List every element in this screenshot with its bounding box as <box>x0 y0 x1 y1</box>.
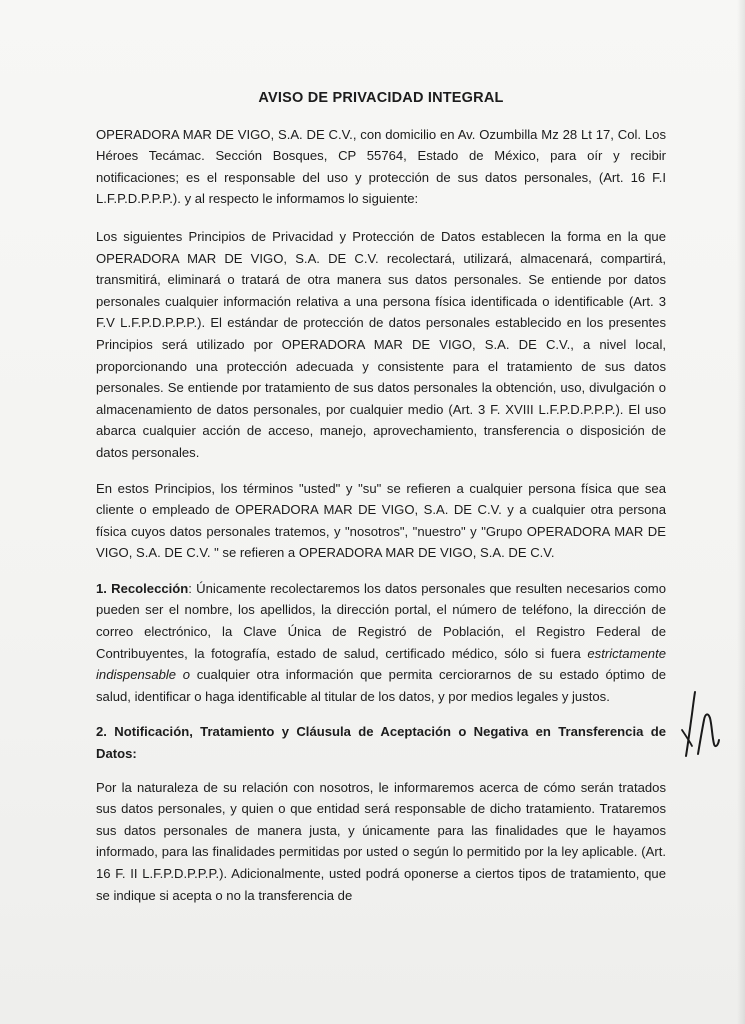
principles-paragraph: Los siguientes Principios de Privacidad y Protección de Datos establecen la forma en la que OPERADORA MAR DE VIGO, S.A. DE C.V. recolectará, utilizará, almacenará, compartirá, transmitirá, eliminará o tratará de otra manera sus datos personales. Se entiende por datos personales cualquier información relativa a una persona física identificada o identificable (Art. 3 F.V L.F.P.D.P.P.P.). El estándar de protección de datos personales establecido en los presentes Principios será utilizado por OPERADORA MAR DE VIGO, S.A. DE C.V., a nivel local, proporcionando una protección adecuada y consistente para el tratamiento de sus datos personales. Se entiende por tratamiento de sus datos personales la obtención, uso, divulgación o almacenamiento de datos personales, por cualquier medio (Art. 3 F. XVIII L.F.P.D.P.P.P.). El uso abarca cualquier acción de acceso, manejo, aprovechamiento, transferencia o disposición de datos personales. <box>96 228 666 460</box>
definitions-paragraph: En estos Principios, los términos "usted" y "su" se refieren a cualquier persona física que sea cliente o empleado de OPERADORA MAR DE VIGO, S.A. DE C.V. y a cualquier otra persona física cuyos datos personales tratemos, y "nosotros", "nuestro" y "Grupo OPERADORA MAR DE VIGO, S.A. DE C.V. " se refieren a OPERADORA MAR DE VIGO, S.A. DE C.V. <box>96 480 666 561</box>
section-1-heading: 1. Recolección <box>96 580 189 596</box>
page-edge-shadow <box>737 0 745 1024</box>
section-1-paragraph <box>96 578 666 708</box>
document-title: AVISO DE PRIVACIDAD INTEGRAL <box>258 90 504 106</box>
section-1-text-b: cualquier otra información que permita cerciorarnos de su estado óptimo de salud, identificar o haga identificable al titular de los datos, y por medios legales y justos. <box>96 667 667 704</box>
document-body <box>96 88 666 920</box>
handwritten-signature <box>672 684 730 764</box>
section-2-heading: 2. Notificación, Tratamiento y Cláusula de Aceptación o Negativa en Transferencia de Datos: <box>96 724 666 762</box>
section-1-text-italic: estrictamente indispensable o <box>96 645 666 683</box>
section-2-paragraph: Por la naturaleza de su relación con nosotros, le informaremos acerca de cómo serán tratados sus datos personales, y quien o que entidad será responsable de dicho tratamiento. Trataremos sus datos personales de manera justa, y únicamente para las finalidades que le hayamos informado, para las finalidades permitidas por usted o según lo permitido por la ley aplicable. (Art. 16 F. II L.F.P.D.P.P.P.). Adicionalmente, usted podrá oponerse a ciertos tipos de tratamiento, que se indique si acepta o no la transferencia de <box>96 779 666 903</box>
intro-paragraph: OPERADORA MAR DE VIGO, S.A. DE C.V., con domicilio en Av. Ozumbilla Mz 28 Lt 17, Col. Los Héroes Tecámac. Sección Bosques, CP 55764, Estado de México, para oír y recibir notificaciones; es el responsable del uso y protección de sus datos personales, (Art. 16 F.I L.F.P.D.P.P.P.). y al respecto le informamos lo siguiente: <box>96 126 666 207</box>
section-1-text-a: : Únicamente recolectaremos los datos personales que resulten necesarios como pueden ser el nombre, los apellidos, la dirección portal, el número de teléfono, la dirección de correo electrónico, la Clave Única de Registró de Población, el Registro Federal de Contribuyentes, la fotografía, estado de salud, certificado médico, sólo si fuera <box>96 580 666 661</box>
